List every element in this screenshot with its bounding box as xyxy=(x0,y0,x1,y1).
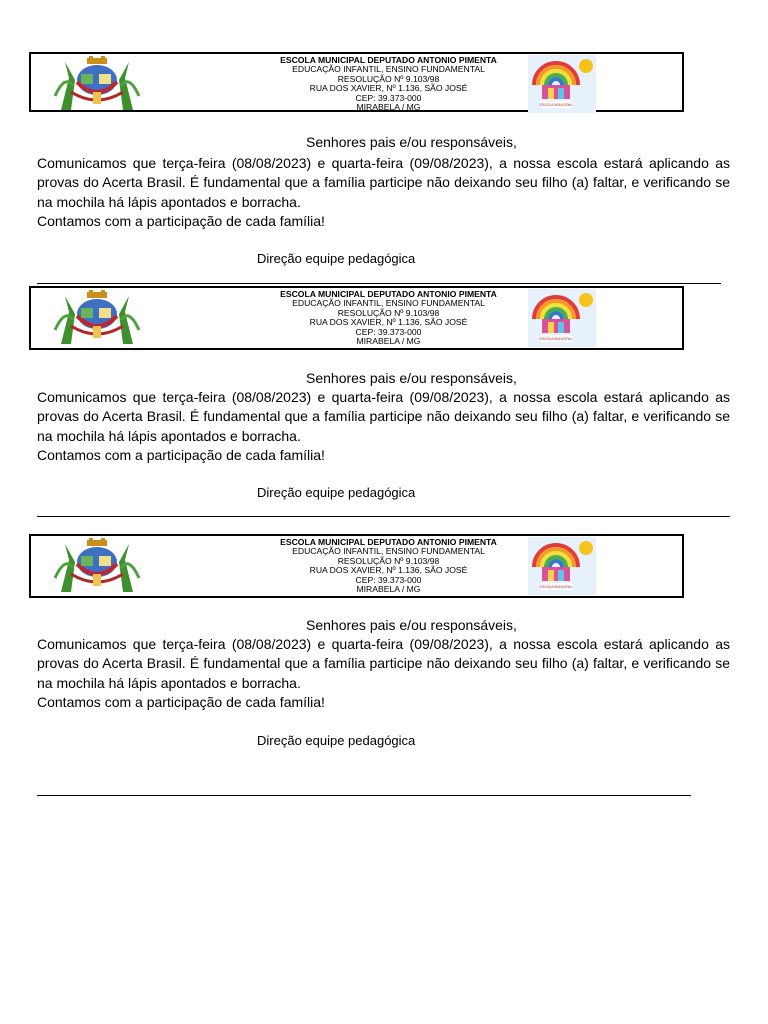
greeting: Senhores pais e/ou responsáveis, xyxy=(306,134,517,150)
school-rainbow-logo-icon xyxy=(528,537,596,595)
school-header xyxy=(29,52,684,112)
notice-paragraph: Comunicamos que terça-feira (08/08/2023) e quarta-feira (09/08/2023), a nossa escola estará aplicando as provas do Acerta Brasil. É fundamental que a família participe não deixando seu filho (a) faltar, e verificando se na mochila há lápis apontados e borracha. xyxy=(37,155,730,210)
school-city: MIRABELA / MG xyxy=(356,336,421,347)
greeting: Senhores pais e/ou responsáveis, xyxy=(306,370,517,386)
school-rainbow-logo-icon xyxy=(528,55,596,113)
cut-line xyxy=(37,283,721,284)
notice-paragraph: Comunicamos que terça-feira (08/08/2023) e quarta-feira (09/08/2023), a nossa escola estará aplicando as provas do Acerta Brasil. É fundamental que a família participe não deixando seu filho (a) faltar, e verificando se na mochila há lápis apontados e borracha. xyxy=(37,389,730,444)
notice-body xyxy=(37,635,730,712)
cut-line xyxy=(37,516,730,517)
school-address: RUA DOS XAVIER, Nº 1.136, SÃO JOSÉ xyxy=(309,317,468,328)
school-resolution: RESOLUÇÃO Nº 9.103/98 xyxy=(337,307,440,318)
school-rainbow-logo-icon xyxy=(528,289,596,347)
notice-body xyxy=(37,154,730,231)
school-resolution: RESOLUÇÃO Nº 9.103/98 xyxy=(337,555,440,566)
municipal-crest-icon xyxy=(51,56,143,110)
school-cep: CEP: 39.373-000 xyxy=(355,574,422,585)
school-name: ESCOLA MUNICIPAL DEPUTADO ANTONIO PIMENTA xyxy=(280,537,497,547)
school-cep: CEP: 39.373-000 xyxy=(355,326,422,337)
signature: Direção equipe pedagógica xyxy=(257,485,416,500)
school-city: MIRABELA / MG xyxy=(356,102,421,113)
school-resolution: RESOLUÇÃO Nº 9.103/98 xyxy=(337,73,440,84)
notice-closing: Contamos com a participação de cada família! xyxy=(37,693,325,710)
svg-text:ESCOLA MUNICIPAL: ESCOLA MUNICIPAL xyxy=(539,585,573,589)
municipal-crest-icon xyxy=(51,538,143,592)
svg-text:ESCOLA MUNICIPAL: ESCOLA MUNICIPAL xyxy=(539,103,573,107)
notice-closing: Contamos com a participação de cada família! xyxy=(37,212,325,229)
school-name: ESCOLA MUNICIPAL DEPUTADO ANTONIO PIMENTA xyxy=(280,55,497,65)
notice-paragraph: Comunicamos que terça-feira (08/08/2023) e quarta-feira (09/08/2023), a nossa escola estará aplicando as provas do Acerta Brasil. É fundamental que a família participe não deixando seu filho (a) faltar, e verificando se na mochila há lápis apontados e borracha. xyxy=(37,636,730,691)
svg-text:ESCOLA MUNICIPAL: ESCOLA MUNICIPAL xyxy=(539,337,573,341)
school-address: RUA DOS XAVIER, Nº 1.136, SÃO JOSÉ xyxy=(309,565,468,576)
notice-body xyxy=(37,388,730,465)
school-header xyxy=(29,286,684,350)
signature: Direção equipe pedagógica xyxy=(257,733,416,748)
school-cep: CEP: 39.373-000 xyxy=(355,92,422,103)
municipal-crest-icon xyxy=(51,290,143,344)
school-levels: EDUCAÇÃO INFANTIL, ENSINO FUNDAMENTAL xyxy=(292,298,485,309)
school-address: RUA DOS XAVIER, Nº 1.136, SÃO JOSÉ xyxy=(309,83,468,94)
school-levels: EDUCAÇÃO INFANTIL, ENSINO FUNDAMENTAL xyxy=(292,64,485,75)
notice-closing: Contamos com a participação de cada família! xyxy=(37,446,325,463)
greeting: Senhores pais e/ou responsáveis, xyxy=(306,617,517,633)
school-name: ESCOLA MUNICIPAL DEPUTADO ANTONIO PIMENTA xyxy=(280,289,497,299)
school-header xyxy=(29,534,684,598)
school-city: MIRABELA / MG xyxy=(356,584,421,595)
school-levels: EDUCAÇÃO INFANTIL, ENSINO FUNDAMENTAL xyxy=(292,546,485,557)
signature: Direção equipe pedagógica xyxy=(257,251,416,266)
cut-line xyxy=(37,795,691,796)
